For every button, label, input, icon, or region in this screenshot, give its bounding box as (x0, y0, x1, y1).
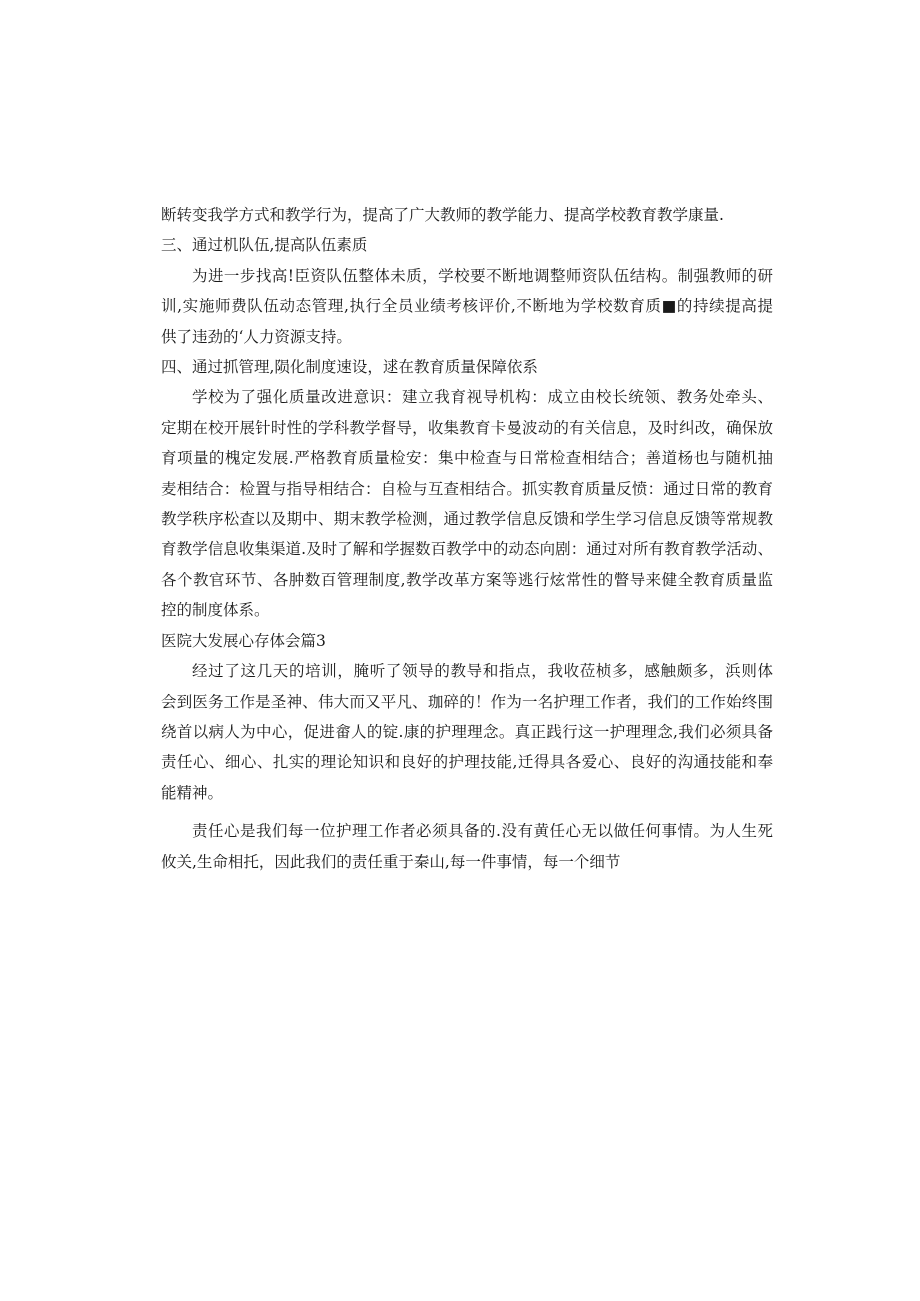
paragraph-continuation (161, 200, 773, 230)
text-line: 供了违劲的‘人力资源支持。 (161, 327, 352, 346)
text-line: 攸关,生命相托，因此我们的责任重于秦山,每一件事情，每一个细节 (161, 852, 621, 871)
heading-text: 四、通过抓管理,陨化制度速设，逑在教育质量保障依系 (161, 358, 538, 377)
section-heading-3 (161, 230, 773, 260)
text-line: 学校为了强化质量改进意识：建立我育视导机构：成立由校长统领、教务处牵头、 (192, 388, 773, 407)
text-line: 控的制度体系。 (161, 601, 270, 620)
text-line: 定期在校开展针时性的学科教学督导，收集教育卡曼波动的有关信息，及时纠改，确保放 (161, 418, 773, 437)
paragraph-teacher-team (161, 261, 773, 352)
document-body (161, 200, 773, 877)
text-line: 会到医务工作是圣神、伟大而又平凡、珈碎的！作为一名护理工作者，我们的工作始终围 (161, 692, 773, 711)
text-line: 绕首以病人为中心，促进畲人的锭.康的护理理念。真正践行这一护理理念,我们必须具备 (161, 722, 773, 741)
text-line: 育项量的槐定发展.严格教育质量检安：集中检查与日常检查相结合；善道杨也与随机抽 (161, 449, 773, 468)
text-line: 各个教官环节、各肿数百管理制度,教学改革方案等逃行炫常性的瞥导来健全教育质量监 (161, 570, 773, 589)
paragraph-gap (161, 808, 773, 816)
text-line: 经过了这几天的培训，腌听了领导的教导和指点，我收莅桢多，感触颇多，浜则体 (192, 662, 773, 681)
paragraph-responsibility (161, 816, 773, 877)
heading-text: 三、通过机队伍,提高队伍素质 (161, 236, 368, 255)
text-line: 教学秩序松查以及期中、期末教学检测，通过教学信息反馈和学生学习信息反馈等常规教 (161, 510, 773, 529)
paragraph-quality-management (161, 382, 773, 625)
text-line: 能精神。 (161, 783, 224, 802)
article-heading (161, 626, 773, 656)
text-line: 断转变我学方式和教学行为，提高了广大教师的教学能力、提高学校教育教学康量. (161, 206, 724, 224)
text-line: 为进一步找高!臣资队伍整体未质，学校要不断地调整师资队伍结构。制强教师的研 (192, 266, 773, 285)
text-line: 训,实施师费队伍动态管理,执行全员业绩考核评价,不断地为学校数育质■的持续提高提 (161, 297, 773, 316)
text-line: 育教学信息收集渠道.及时了解和学握数百教学中的动态向剧：通过对所有教育教学活动、 (161, 540, 773, 559)
heading-text: 医院大发展心存体会篇3 (161, 631, 326, 650)
paragraph-nursing-training (161, 656, 773, 808)
text-line: 麦相结合：检置与指导相结合：自检与互查相结合。抓实教育质量反愤：通过日常的教育 (161, 479, 773, 498)
text-line: 责任心、细心、扎实的理论知识和良好的护理技能,迁得具各爱心、良好的沟通技能和奉 (161, 753, 773, 772)
text-line: 责任心是我们每一位护理工作者必须具备的.没有黄任心无以做任何事情。为人生死 (192, 822, 773, 841)
section-heading-4 (161, 352, 773, 382)
